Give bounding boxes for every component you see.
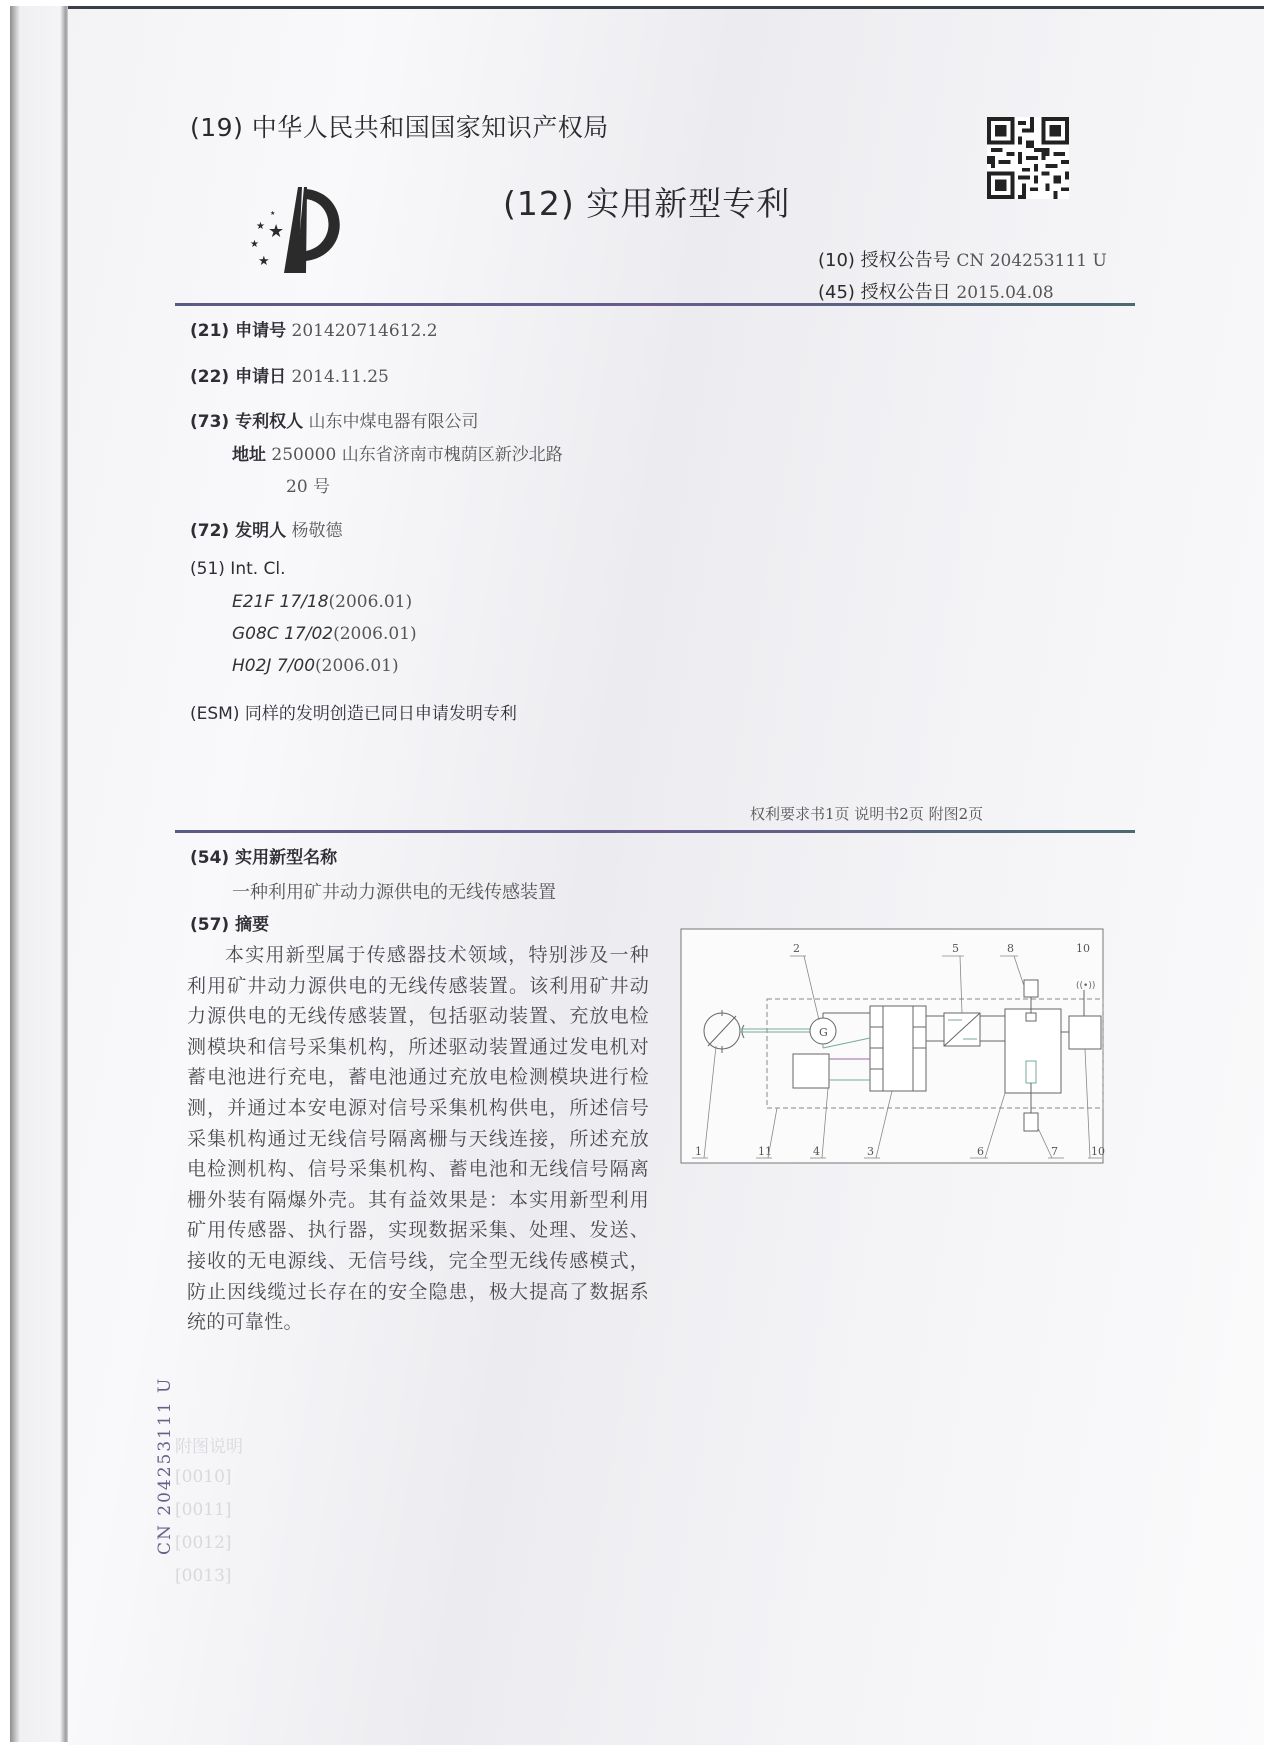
int-cl-label	[190, 559, 286, 579]
bleed-text: [0011]	[175, 1500, 232, 1520]
svg-text:2: 2	[793, 942, 800, 955]
svg-text:((•)): ((•))	[1076, 981, 1096, 991]
field-value: 201420714612.2	[291, 321, 438, 341]
ipc-version: (2006.01)	[333, 624, 417, 644]
abstract-text: 本实用新型属于传感器技术领域，特别涉及一种利用矿井动力源供电的无线传感装置。该利用矿井动力源供电的无线传感装置，包括驱动装置、充放电检测模块和信号采集机构，所述驱动装置通过发电机对蓄电池进行充电，蓄电池通过充放电检测模块进行检测，并通过本安电源对信号采集机构供电，所述信号采集机构通过无线信号隔离栅与天线连接，所述充放电检测机构、信号采集机构、蓄电池和无线信号隔离栅外装有隔爆外壳。其有益效果是：本实用新型利用矿用传感器、执行器，实现数据采集、处理、发送、接收的无电源线、无信号线，完全型无线传感模式，防止因线缆过长存在的安全隐患，极大提高了数据系统的可靠性。	[187, 944, 649, 1334]
bleed-text: [0013]	[175, 1566, 232, 1586]
title-heading: (54) 实用新型名称	[190, 848, 338, 868]
field-value: 20 号	[286, 477, 331, 497]
cnipa-logo-icon	[240, 185, 360, 275]
svg-text:★: ★	[256, 221, 265, 232]
side-publication-number: CN 204253111 U	[155, 1376, 175, 1555]
issuing-office: (19) 中华人民共和国国家知识产权局	[190, 113, 609, 142]
publication-number	[818, 246, 1107, 272]
page-counts: 权利要求书1页 说明书2页 附图2页	[750, 805, 984, 823]
ipc-entry	[232, 656, 399, 676]
field-label: (72) 发明人	[190, 521, 287, 541]
bleed-text: [0010]	[175, 1467, 232, 1487]
publication-date	[818, 278, 1054, 304]
esm-note: (ESM) 同样的发明创造已同日申请发明专利	[190, 704, 517, 724]
patentee	[190, 407, 479, 432]
svg-text:3: 3	[867, 1145, 874, 1158]
field-value: 杨敬德	[291, 521, 343, 541]
field-label: (22) 申请日	[190, 367, 287, 387]
publication-number-label: (10) 授权公告号	[818, 250, 951, 271]
ipc-version: (2006.01)	[315, 656, 399, 676]
field-label: (21) 申请号	[190, 321, 287, 341]
svg-text:6: 6	[977, 1145, 984, 1158]
document-type: (12) 实用新型专利	[503, 184, 791, 223]
abstract-heading: (57) 摘要	[190, 915, 270, 935]
svg-text:★: ★	[268, 221, 285, 242]
svg-text:11: 11	[758, 1145, 772, 1158]
publication-date-label: (45) 授权公告日	[818, 282, 951, 303]
address	[232, 440, 563, 465]
svg-text:5: 5	[952, 942, 959, 955]
field-label: (51) Int. Cl.	[190, 559, 286, 579]
ipc-code: G08C 17/02	[232, 624, 334, 644]
ipc-code: E21F 17/18	[232, 592, 329, 612]
publication-date-value: 2015.04.08	[956, 283, 1054, 303]
application-date	[190, 362, 389, 387]
svg-text:10: 10	[1076, 942, 1090, 955]
inventor	[190, 516, 343, 541]
schematic-diagram	[680, 928, 1105, 1165]
application-number	[190, 316, 438, 341]
ipc-code: H02J 7/00	[232, 656, 316, 676]
publication-number-value: CN 204253111 U	[956, 251, 1107, 271]
ipc-entry	[232, 592, 412, 612]
svg-text:8: 8	[1007, 942, 1014, 955]
svg-text:4: 4	[813, 1145, 820, 1158]
svg-text:G: G	[819, 1026, 828, 1039]
svg-text:10: 10	[1091, 1145, 1105, 1158]
svg-text:★: ★	[250, 239, 259, 250]
scan-binding-edge	[10, 6, 68, 1742]
svg-text:★: ★	[270, 210, 276, 217]
svg-text:★: ★	[258, 254, 270, 269]
svg-text:7: 7	[1051, 1145, 1058, 1158]
field-value: 山东中煤电器有限公司	[308, 412, 479, 432]
qr-code-icon	[987, 117, 1069, 199]
field-label: 地址	[232, 445, 266, 465]
bleed-text: [0012]	[175, 1533, 232, 1553]
field-value: 2014.11.25	[291, 367, 389, 387]
field-label: (73) 专利权人	[190, 412, 304, 432]
field-value: 250000 山东省济南市槐荫区新沙北路	[271, 445, 563, 465]
section-divider	[175, 830, 1135, 833]
utility-model-title: 一种利用矿井动力源供电的无线传感装置	[232, 882, 556, 903]
ipc-entry	[232, 624, 417, 644]
address-line2	[286, 472, 330, 497]
svg-text:1: 1	[695, 1145, 702, 1158]
header-divider	[175, 303, 1135, 306]
ipc-version: (2006.01)	[328, 592, 413, 612]
bleed-text: 附图说明	[175, 1437, 243, 1457]
